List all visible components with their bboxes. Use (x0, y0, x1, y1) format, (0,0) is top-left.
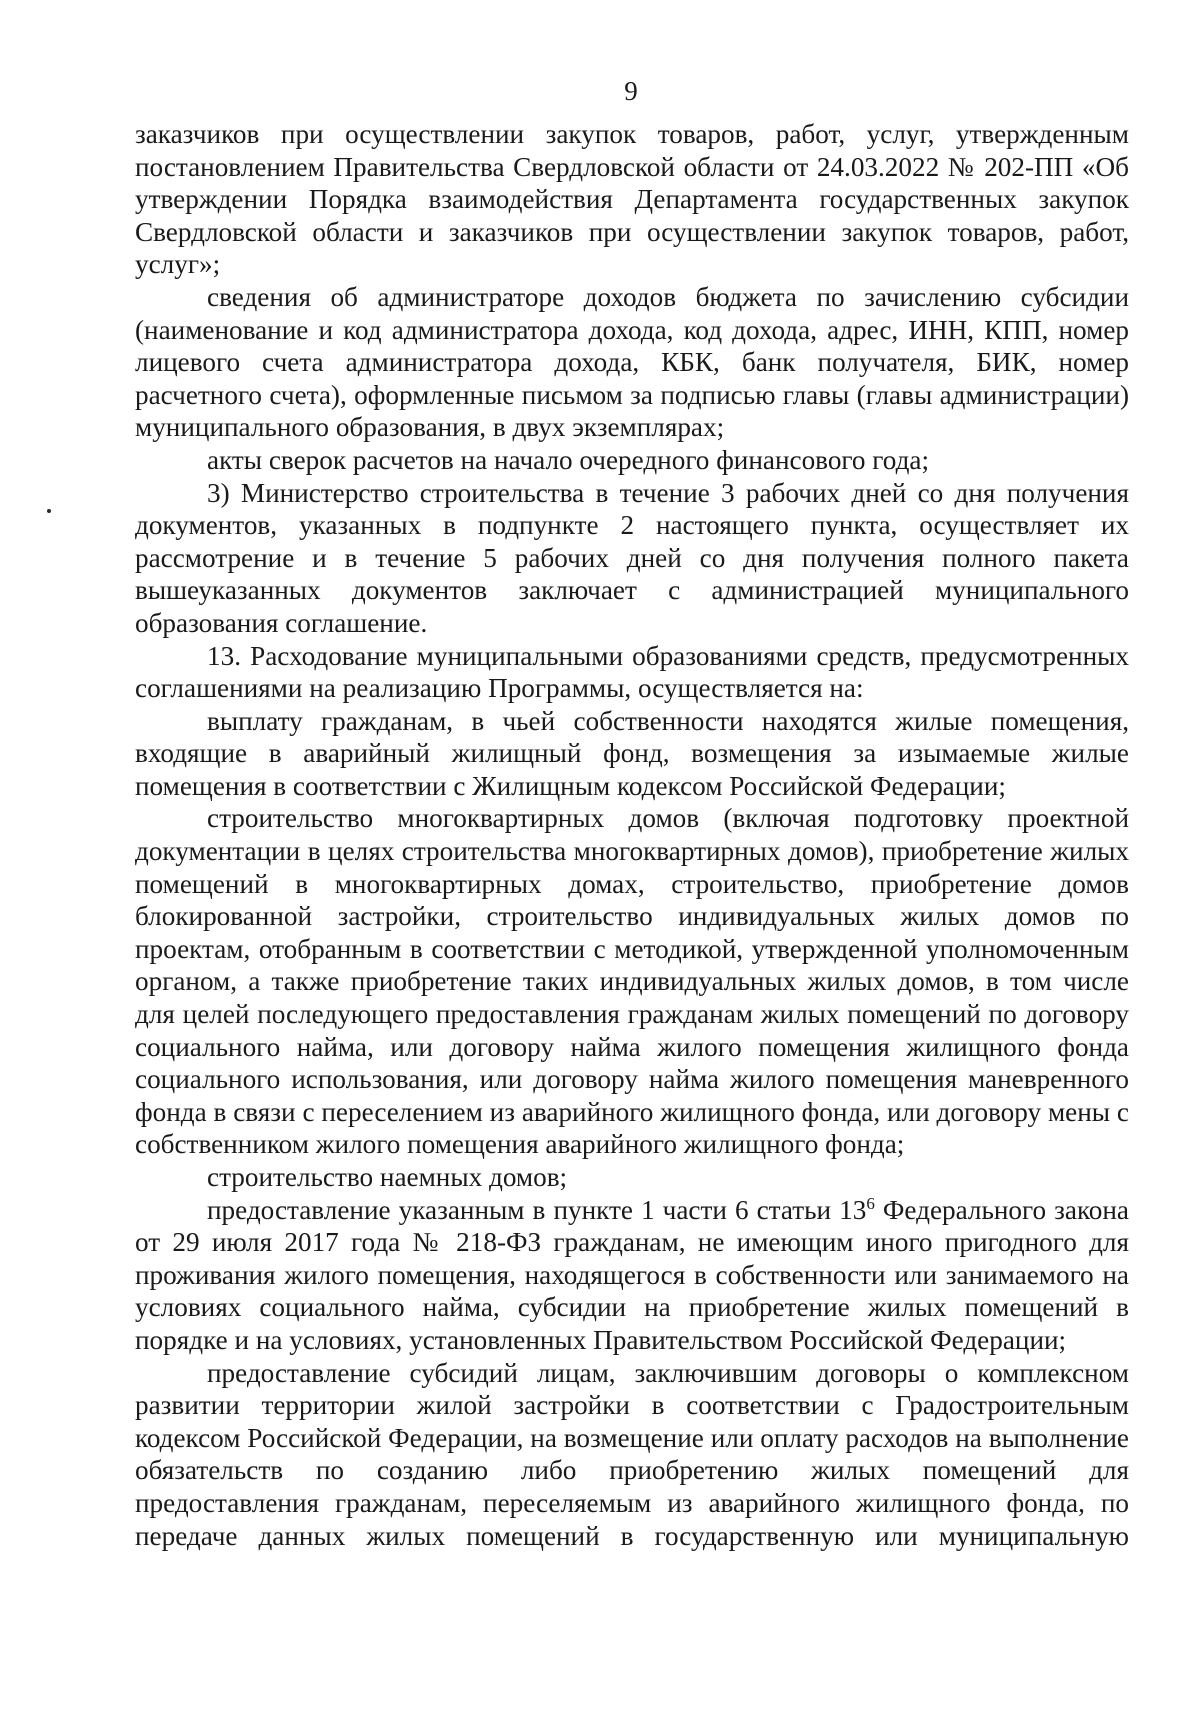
paragraph-text-after: Федерального закона от 29 июля 2017 года № 218-ФЗ гражданам, не имеющим иного пригодного для проживания жилого помещения, находящегося в собственности или занимаемого на условиях социального найма, субсидии на приобретение жилых помещений в порядке и на условиях, установленных Правительством Российской Федерации; (135, 1194, 1129, 1355)
paragraph-item-13: 13. Расходование муниципальными образованиями средств, предусмотренных соглашениями на реализацию Программы, осуществляется на: (135, 640, 1129, 704)
paragraph-continues: предоставление субсидий лицам, заключившим договоры о комплексном развитии территории жилой застройки в соответствии с Градостроительным кодексом Российской Федерации, на возмещение или оплату расходов на выполнение обязательств по созданию либо приобретению жилых помещений для предоставления гражданам, переселяемым из аварийного жилищного фонда, по передаче данных жилых помещений в государственную или муниципальную (135, 1357, 1129, 1551)
paragraph-text-before: предоставление указанным в пункте 1 части 6 статьи 13 (207, 1194, 867, 1225)
paragraph-continued: заказчиков при осуществлении закупок товаров, работ, услуг, утвержденным постановлением Правительства Свердловской области от 24.03.2022 № 202-ПП «Об утверждении Порядка взаимодействия Департамента государственных закупок Свердловской области и заказчиков при осуществлении закупок товаров, работ, услуг»; (135, 119, 1129, 280)
superscript-6: 6 (866, 1193, 875, 1213)
paragraph: 3) Министерство строительства в течение 3 рабочих дней со дня получения документов, указанных в подпункте 2 настоящего пункта, осуществляет их рассмотрение и в течение 5 рабочих дней со дня получения полного пакета вышеуказанных документов заключает с администрацией муниципального образования соглашение. (135, 477, 1129, 638)
paragraph: акты сверок расчетов на начало очередного финансового года; (207, 444, 930, 475)
document-body (135, 118, 1129, 1552)
paragraph: строительство наемных домов; (207, 1162, 568, 1192)
paragraph: выплату гражданам, в чьей собственности находятся жилые помещения, входящие в аварийный жилищный фонд, возмещения за изымаемые жилые помещения в соответствии с Жилищным кодексом Российской Федерации; (135, 705, 1129, 801)
scan-speck (47, 509, 51, 513)
paragraph: строительство многоквартирных домов (включая подготовку проектной документации в целях строительства многоквартирных домов), приобретение жилых помещений в многоквартирных домах, строительство, приобретение домов блокированной застройки, строительство индивидуальных жилых домов по проектам, отобранным в соответствии с методикой, утвержденной уполномоченным органом, а также приобретение таких индивидуальных жилых домов, в том числе для целей последующего предоставления гражданам жилых помещений по договору социального найма, или договору найма жилого помещения жилищного фонда социального использования, или договору найма жилого помещения маневренного фонда в связи с переселением из аварийного жилищного фонда, или договору мены с собственником жилого помещения аварийного жилищного фонда; (135, 803, 1129, 1160)
paragraph: сведения об администраторе доходов бюджета по зачислению субсидии (наименование и код администратора дохода, код дохода, адрес, ИНН, КПП, номер лицевого счета администратора дохода, КБК, банк получателя, БИК, номер расчетного счета), оформленные письмом за подписью главы (главы администрации) муниципального образования, в двух экземплярах; (135, 281, 1129, 443)
page-number: 9 (624, 76, 638, 106)
paragraph-with-superscript (135, 1194, 1129, 1357)
